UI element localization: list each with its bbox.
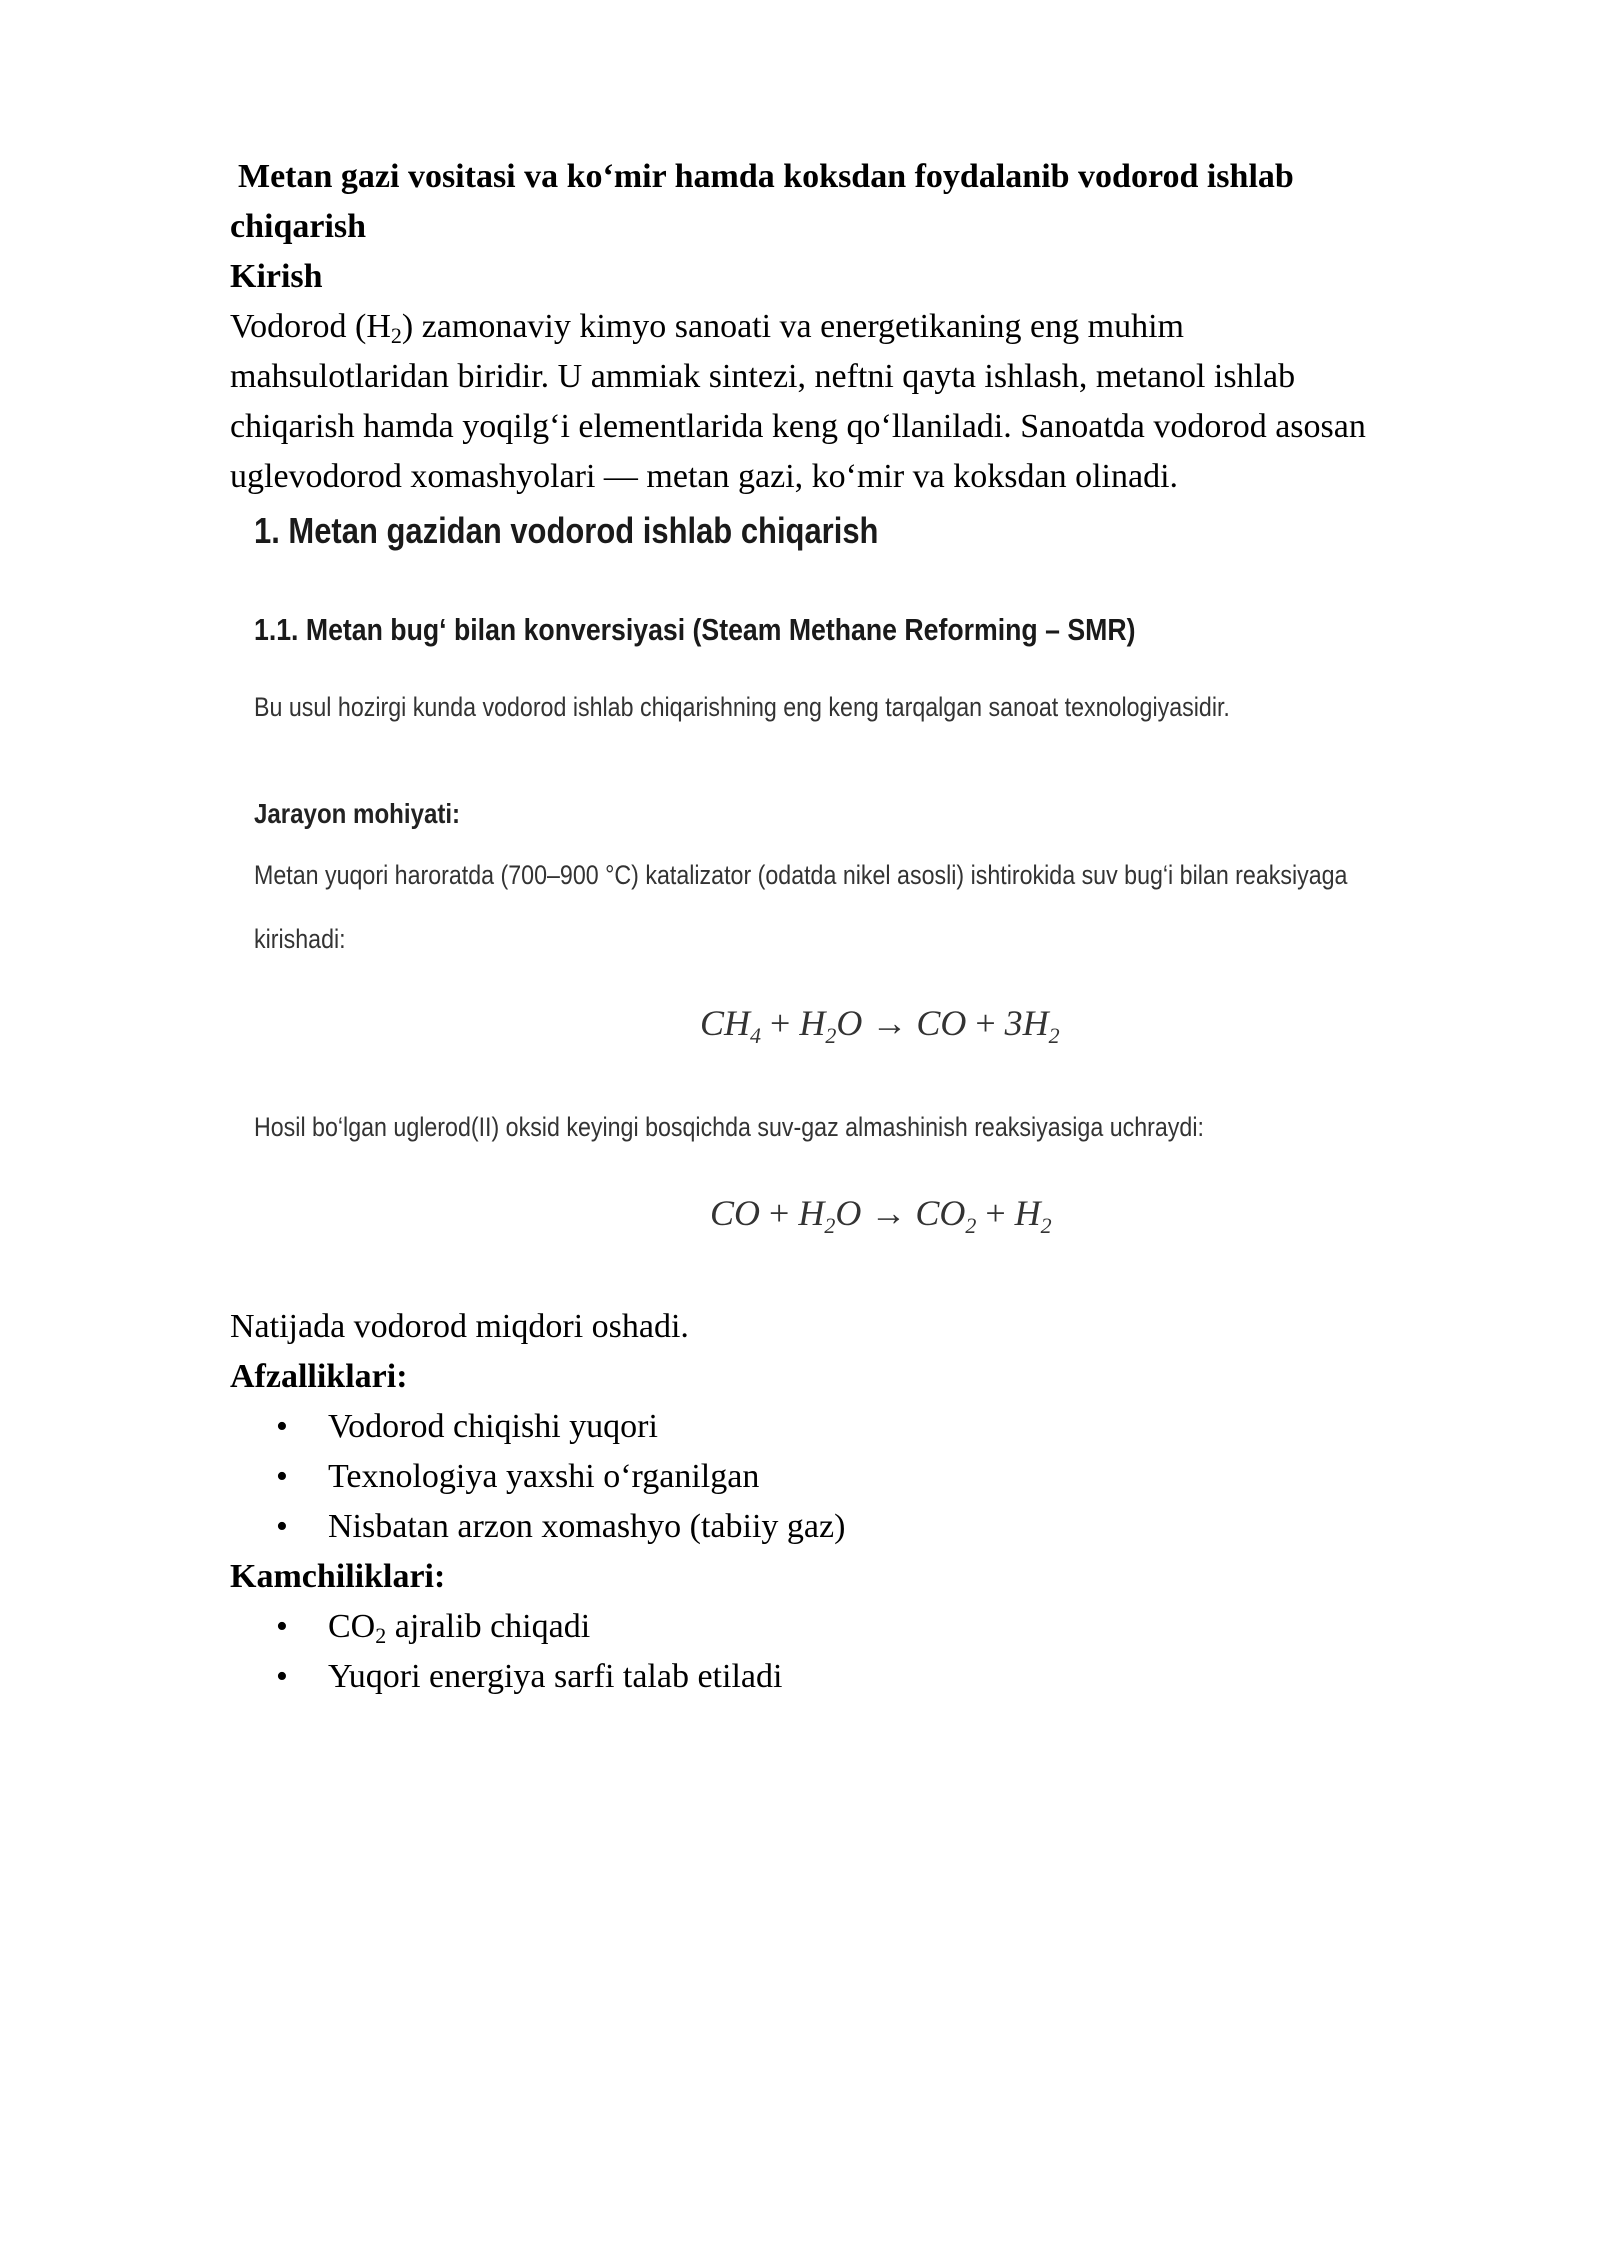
- intro-heading: Kirish: [230, 258, 323, 295]
- disadvantages-heading: Kamchiliklari:: [230, 1558, 446, 1595]
- title-line-2: chiqarish: [230, 208, 367, 245]
- intro-line-3: chiqarish hamda yoqilg‘i elementlarida keng qo‘llaniladi. Sanoatda vodorod asosan: [230, 408, 1366, 445]
- advantages-list: [230, 1402, 845, 1552]
- bullet-icon: •: [276, 1508, 288, 1545]
- intro-line-2: mahsulotlaridan biridir. U ammiak sintezi, neftni qayta ishlash, metanol ishlab: [230, 358, 1296, 395]
- document-title: [230, 152, 1510, 252]
- disadvantages-list: [230, 1602, 782, 1702]
- bullet-icon: •: [276, 1458, 288, 1495]
- intro-line-1-start: Vodorod (H: [230, 308, 391, 345]
- figure-heading-3: Jarayon mohiyati:: [254, 798, 461, 829]
- list-item: • Texnologiya yaxshi o‘rganilgan: [230, 1452, 845, 1502]
- h2-subscript: 2: [390, 323, 402, 348]
- figure-heading-1: 1. Metan gazidan vodorod ishlab chiqarish: [254, 510, 879, 551]
- equation-steam-reforming: $CH_4 + H_2O$ → CO + $3H_2$: [700, 1003, 1060, 1048]
- intro-paragraph: [230, 302, 1530, 502]
- equation-water-gas-shift: CO + $H_2O \to CO_2 + H_2$: [710, 1193, 1052, 1238]
- bullet-icon: •: [276, 1608, 288, 1645]
- title-line-1: Metan gazi vositasi va ko‘mir hamda koksdan foydalanib vodorod ishlab: [238, 158, 1294, 195]
- list-item: • Yuqori energiya sarfi talab etiladi: [230, 1652, 782, 1702]
- embedded-screenshot-figure: [250, 500, 1500, 1270]
- figure-heading-2: 1.1. Metan bug‘ bilan konversiyasi (Steam Methane Reforming – SMR): [254, 612, 1136, 647]
- intro-line-1: [230, 302, 1530, 352]
- bullet-icon: •: [276, 1658, 288, 1695]
- intro-line-4: uglevodorod xomashyolari — metan gazi, ko‘mir va koksdan olinadi.: [230, 458, 1179, 495]
- figure-paragraph-2-line-1: Metan yuqori haroratda (700–900 °C) katalizator (odatda nikel asosli) ishtirokida suv bug‘i bilan reaksiyaga: [254, 860, 1348, 890]
- intro-line-1-end: ) zamonaviy kimyo sanoati va energetikaning eng muhim: [401, 308, 1184, 345]
- bullet-icon: •: [276, 1408, 288, 1445]
- list-item: • $CO_2$ ajralib chiqadi: [230, 1602, 782, 1652]
- figure-paragraph-2-line-2: kirishadi:: [254, 924, 346, 954]
- co2-subscript: 2: [375, 1623, 387, 1648]
- figure-paragraph-1: Bu usul hozirgi kunda vodorod ishlab chiqarishning eng keng tarqalgan sanoat texnologiyasidir.: [254, 692, 1230, 722]
- result-text: Natijada vodorod miqdori oshadi.: [230, 1308, 689, 1345]
- advantages-heading: Afzalliklari:: [230, 1358, 408, 1395]
- list-item: • Vodorod chiqishi yuqori: [230, 1402, 845, 1452]
- figure-paragraph-3: Hosil bo‘lgan uglerod(II) oksid keyingi bosqichda suv-gaz almashinish reaksiyasiga uchraydi:: [254, 1112, 1204, 1142]
- list-item: • Nisbatan arzon xomashyo (tabiiy gaz): [230, 1502, 845, 1552]
